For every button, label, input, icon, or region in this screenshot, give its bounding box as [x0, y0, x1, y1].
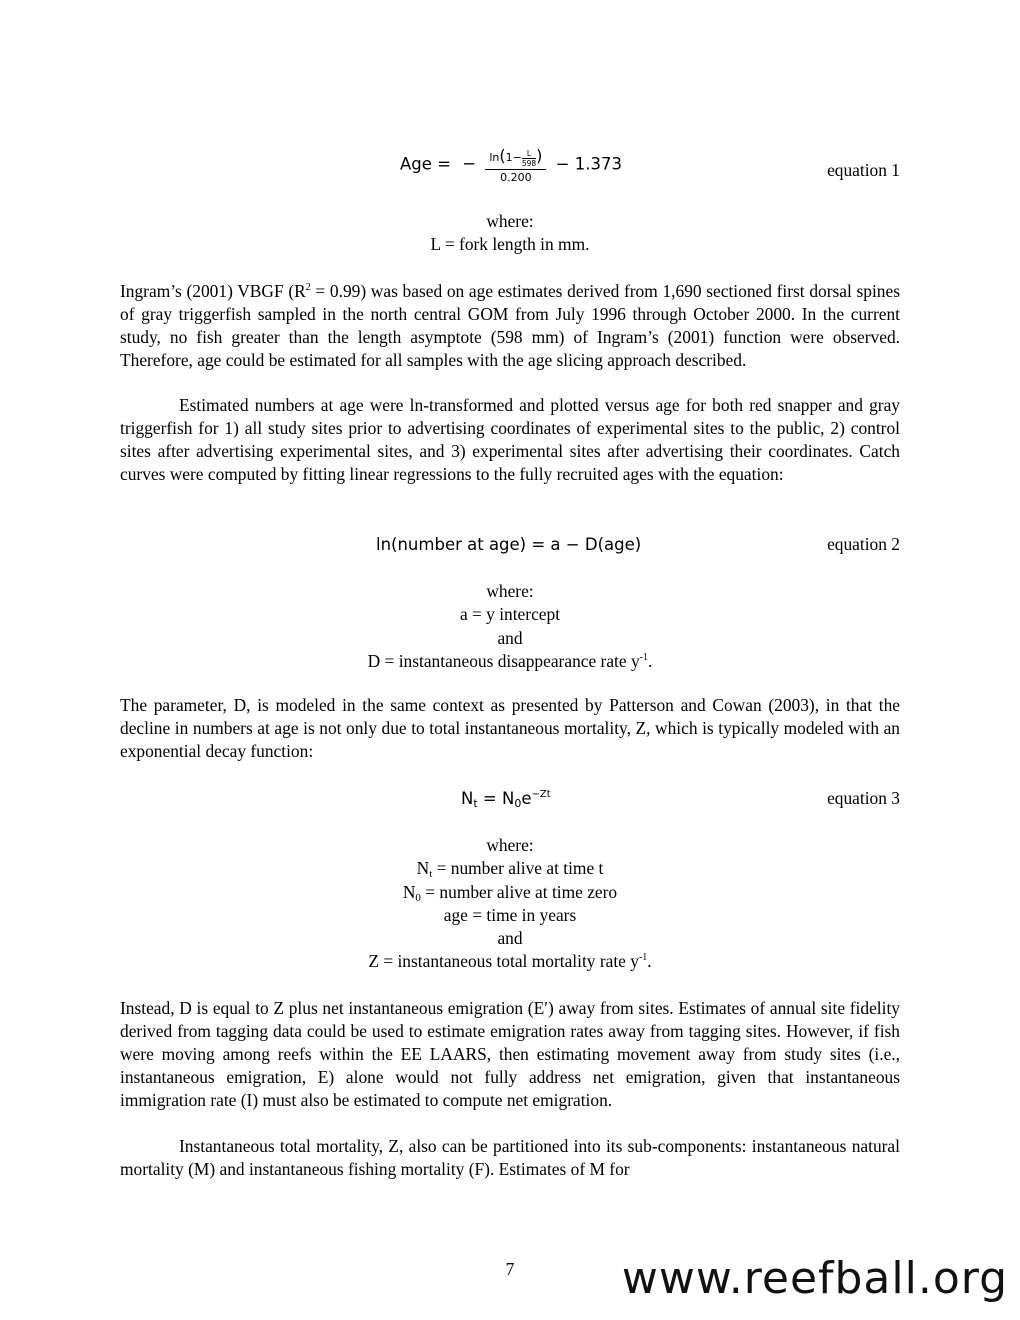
where2-line-4-end: .: [648, 650, 653, 671]
eq3-zero-sub: 0: [514, 797, 522, 810]
eq1-lhs: Age =: [400, 154, 451, 174]
paragraph-1: [120, 280, 900, 372]
paragraph1-text-a: Ingram’s (2001) VBGF (R: [120, 281, 306, 301]
paragraph1-text-b: = 0.99) was based on age estimates derived from 1,690 sectioned first dorsal spines of gray triggerfish sampled in the north central GOM from July 1996 through October 2000. In the current study, no fish greater than the length asymptote (598 mm) of Ingram’s (2001) function were observed. Therefore, age could be estimated for all samples with the age slicing approach described.: [120, 281, 900, 370]
where3-line-2-sub: t: [429, 868, 433, 881]
where3-line-3-n: N: [402, 881, 416, 902]
eq1-numerator: [485, 146, 546, 170]
where2-line-1: where:: [486, 581, 534, 601]
where-1: [120, 210, 900, 257]
where2-line-4: [120, 650, 900, 673]
where2-line-2: a = y intercept: [459, 604, 561, 625]
eq3-t-sub: t: [473, 797, 478, 810]
where1-line-1: where:: [486, 211, 534, 231]
watermark: www.reefball.org: [621, 1253, 1008, 1304]
paragraph-4: Instead, D is equal to Z plus net instantaneous emigration (E′) away from sites. Estimates of annual site fidelity derived from tagging data could be used to estimate emigration rates away from tagging sites. However, if fish were moving among reefs within the EE LAARS, then estimating movement away from study sites (i.e., instantaneous emigration, E) alone would not fully address net emigration, given that instantaneous immigration rate (I) must also be estimated to compute net emigration.: [120, 998, 900, 1110]
equation-3-label: equation 3: [827, 788, 900, 808]
where3-line-6: [120, 950, 900, 973]
paragraph-3: The parameter, D, is modeled in the same context as presented by Patterson and Cowan (2003), in that the decline in numbers at age is not only due to total instantaneous mortality, Z, which is typically modeled with an exponential decay function:: [120, 695, 900, 761]
equation-2: ln(number at age) = a − D(age): [376, 535, 642, 554]
eq1-open-paren: (: [499, 146, 506, 165]
paragraph-2: Estimated numbers at age were ln-transformed and plotted versus age for both red snapper and gray triggerfish for 1) all study sites prior to advertising coordinates of experimental sites to the public, 2) control sites after advertising experimental sites, and 3) experimental sites after advertising their coordinates. Catch curves were computed by fitting linear regressions to the fully recruited ages with the equation:: [120, 395, 900, 484]
eq3-exponent: −Zt: [531, 789, 551, 800]
where3-line-3: [120, 881, 900, 904]
where-2: [120, 580, 900, 673]
eq3-n: N: [461, 789, 474, 808]
where3-line-4: age = time in years: [443, 904, 577, 925]
page-number: 7: [505, 1259, 515, 1279]
where3-line-2-text: = number alive at time t: [432, 858, 604, 879]
eq1-inner-fraction: [522, 149, 536, 168]
equation-1-label: equation 1: [827, 160, 900, 180]
eq3-e: e: [521, 789, 532, 808]
where3-line-3-text: = number alive at time zero: [420, 881, 618, 902]
where3-line-6-end: .: [647, 951, 652, 972]
where3-line-2-n: N: [416, 858, 430, 879]
where3-line-6-sup: -1: [638, 952, 648, 964]
where-3: [120, 834, 900, 974]
where3-line-1: where:: [486, 835, 534, 855]
eq1-fraction: [485, 146, 546, 184]
paragraph-5: Instantaneous total mortality, Z, also can be partitioned into its sub-components: instantaneous natural mortality (M) and instantaneous fishing mortality (F). Estimates of M for: [120, 1136, 900, 1179]
where2-line-3: and: [497, 627, 523, 648]
eq1-minus: −: [462, 154, 477, 174]
where3-line-6-text: Z = instantaneous total mortality rate y: [368, 951, 639, 972]
where3-line-2: [120, 857, 900, 880]
equation-3: [461, 789, 551, 808]
where2-line-4-text: D = instantaneous disappearance rate y: [367, 650, 640, 671]
eq1-ln: ln: [489, 151, 500, 164]
where2-line-4-sup: -1: [639, 651, 648, 663]
equation-2-label: equation 2: [827, 534, 900, 554]
eq1-denominator: 0.200: [500, 170, 532, 184]
eq1-inner-den: 598: [521, 158, 537, 168]
paragraph1-superscript: 2: [305, 282, 311, 293]
where3-line-3-sub: 0: [415, 891, 421, 904]
where3-line-5: and: [497, 928, 523, 949]
where1-line-2: L = fork length in mm.: [430, 234, 590, 255]
eq1-inner-one: 1−: [505, 151, 522, 164]
equation-1: [400, 146, 622, 184]
eq1-close-paren: ): [536, 146, 543, 165]
eq1-tail: − 1.373: [555, 154, 622, 174]
eq3-eq: = N: [477, 789, 515, 808]
eq1-inner-num: L: [522, 149, 536, 159]
